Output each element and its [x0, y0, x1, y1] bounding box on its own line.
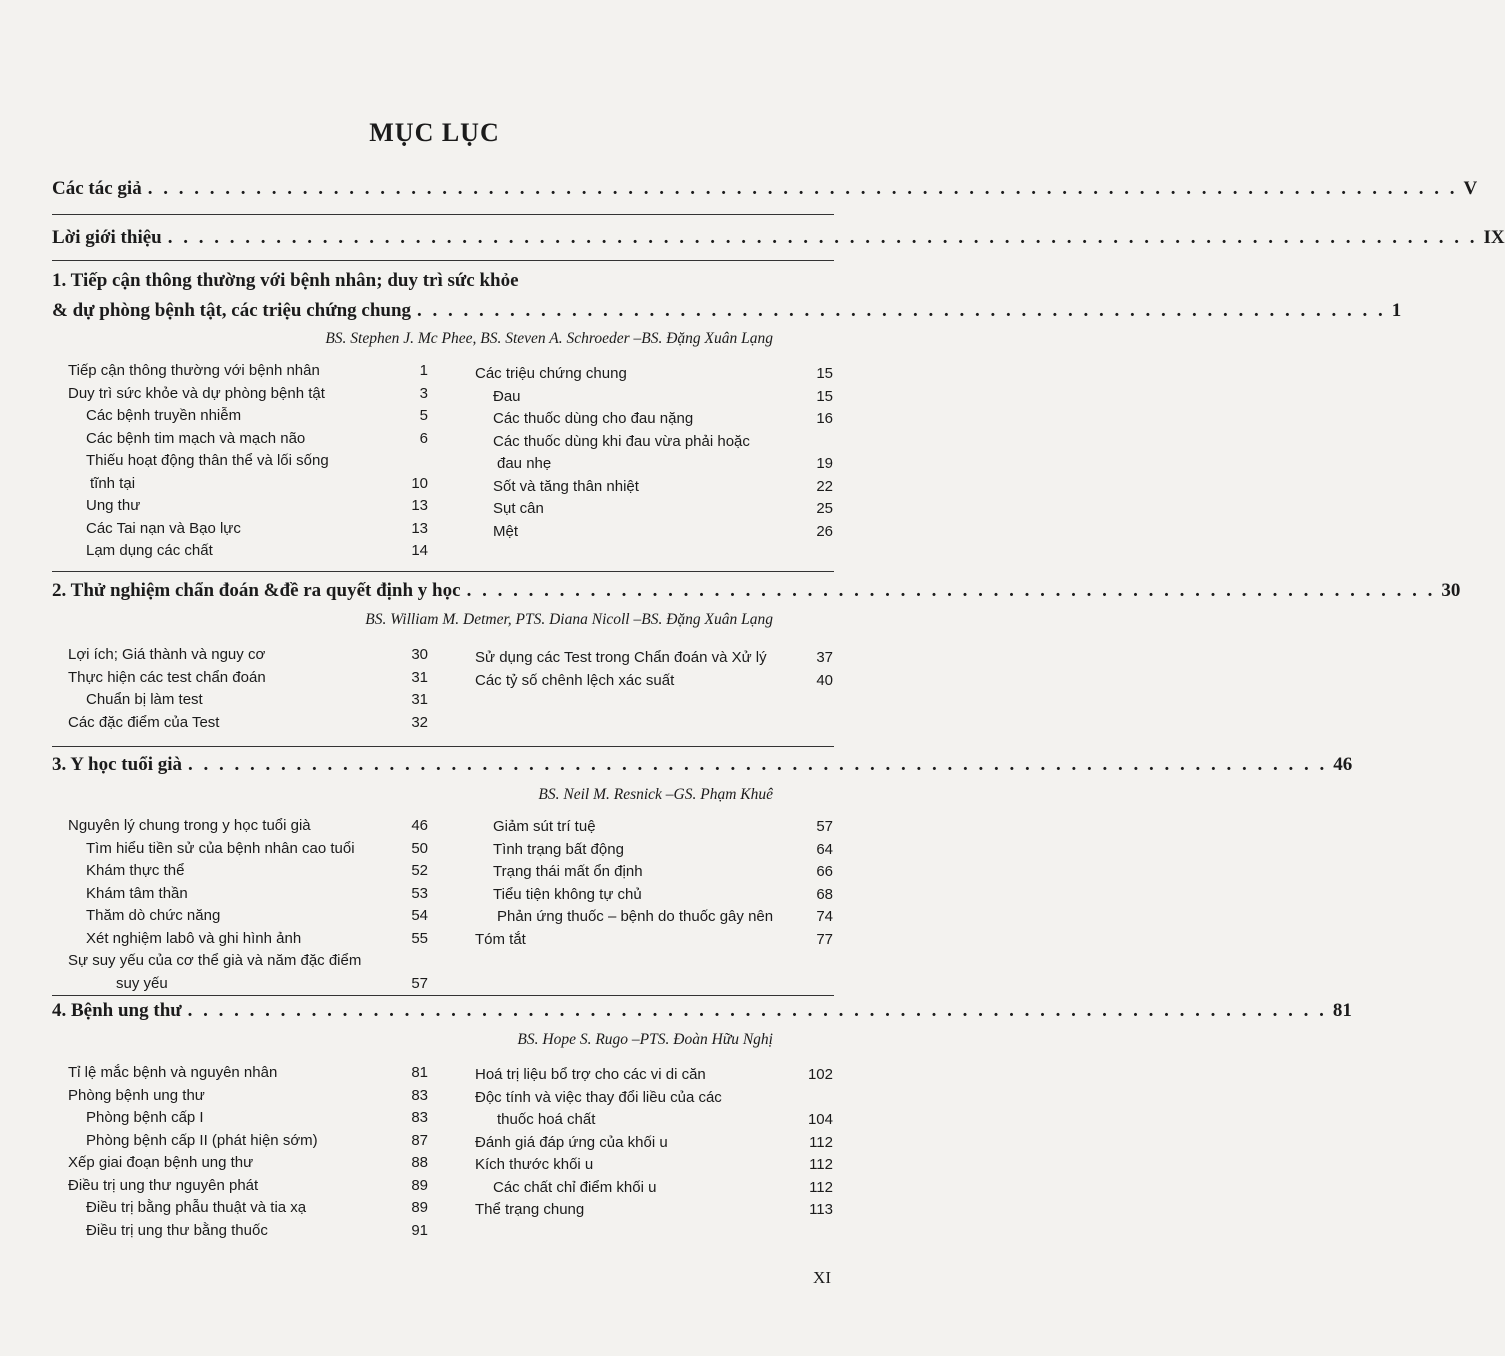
section-2-right-column	[475, 647, 833, 692]
toc-item	[68, 1152, 428, 1175]
toc-item-page: 26	[816, 522, 833, 540]
toc-item	[68, 405, 428, 428]
toc-item-page: 1	[419, 362, 428, 379]
toc-item-label: Ung thư	[86, 497, 141, 514]
toc-item-page: 3	[419, 384, 428, 402]
toc-item-label: Các đặc điểm của Test	[68, 713, 220, 731]
toc-item-page: 112	[809, 1156, 833, 1173]
toc-item	[68, 1062, 428, 1085]
section-4-left-column	[68, 1062, 428, 1242]
entry-page: IX	[1483, 227, 1505, 248]
toc-item-label: Kích thước khối u	[475, 1156, 594, 1173]
toc-item-label: Tiếp cận thông thường với bệnh nhân	[68, 362, 320, 379]
toc-item-label: Khám thực thể	[86, 862, 185, 879]
toc-item-page: 31	[411, 691, 428, 708]
toc-item-label: Các bệnh tim mạch và mạch não	[86, 429, 306, 447]
toc-item-label: Tóm tắt	[475, 930, 526, 948]
toc-item	[68, 689, 428, 712]
toc-item-page: 55	[411, 929, 428, 947]
toc-item-label: tĩnh tại	[90, 474, 136, 492]
divider	[52, 214, 834, 215]
toc-entry-introduction	[52, 227, 1505, 257]
toc-item-label: Mệt	[493, 522, 519, 540]
toc-item-label: Sự suy yếu của cơ thể già và năm đặc điểm	[68, 952, 362, 969]
toc-item-label: Độc tính và việc thay đổi liều của các	[475, 1088, 722, 1106]
section-1-left-column	[68, 360, 428, 563]
section-1-heading	[52, 300, 1402, 330]
toc-item-page: 91	[411, 1221, 428, 1239]
toc-item	[68, 360, 428, 383]
toc-item-page: 22	[816, 477, 833, 495]
toc-item-page: 19	[816, 455, 833, 472]
toc-item-label: Giảm sút trí tuệ	[493, 818, 596, 835]
toc-item-label: Xếp giai đoạn bệnh ung thư	[68, 1154, 254, 1171]
toc-item-page: 112	[809, 1133, 833, 1151]
section-1-authors: BS. Stephen J. Mc Phee, BS. Steven A. Schroeder –BS. Đặng Xuân Lạng	[325, 330, 773, 347]
toc-item	[68, 1197, 428, 1220]
section-3-right-column	[475, 816, 833, 951]
toc-item	[68, 815, 428, 838]
toc-item	[68, 838, 428, 861]
toc-item-label: Các Tai nạn và Bạo lực	[86, 519, 241, 537]
section-3-heading	[52, 754, 1353, 784]
toc-item	[68, 1175, 428, 1198]
toc-item-page: 13	[411, 497, 428, 514]
section-2-title: 2. Thử nghiệm chẩn đoán &đề ra quyết định y học	[52, 580, 461, 601]
toc-item-label: Xét nghiệm labô và ghi hình ảnh	[86, 929, 302, 947]
toc-item	[68, 428, 428, 451]
toc-item	[475, 363, 833, 386]
toc-item	[475, 1177, 833, 1200]
toc-item-label: Thăm dò chức năng	[86, 907, 221, 924]
section-4-right-column	[475, 1064, 833, 1222]
section-2-authors: BS. William M. Detmer, PTS. Diana Nicoll –BS. Đặng Xuân Lạng	[365, 611, 773, 628]
section-1-title: 1. Tiếp cận thông thường với bệnh nhân; duy trì sức khỏe	[52, 270, 519, 291]
toc-item	[68, 667, 428, 690]
toc-item-label: đau nhẹ	[497, 455, 552, 472]
page-number: XI	[813, 1268, 831, 1287]
toc-item	[68, 928, 428, 951]
toc-item-label: Sụt cân	[493, 500, 544, 517]
toc-item	[68, 905, 428, 928]
toc-item-label: Tiểu tiện không tự chủ	[493, 885, 642, 903]
toc-item-label: Lợi ích; Giá thành và nguy cơ	[68, 646, 266, 663]
toc-item-page: 15	[816, 365, 833, 382]
section-page: 30	[1441, 580, 1461, 601]
toc-item	[475, 1154, 833, 1177]
toc-item-page: 81	[411, 1064, 428, 1081]
toc-item-label: Tìm hiểu tiền sử của bệnh nhân cao tuổi	[86, 839, 355, 857]
toc-item-page: 52	[411, 862, 428, 879]
toc-item	[475, 476, 833, 499]
toc-item-page: 83	[411, 1086, 428, 1104]
toc-item-label: Đau	[493, 387, 521, 405]
toc-item-page: 13	[411, 519, 428, 537]
toc-item	[475, 906, 833, 929]
toc-item-page: 10	[411, 474, 428, 492]
toc-item-page: 31	[411, 668, 428, 686]
toc-item-label: Phòng bệnh cấp I	[86, 1109, 204, 1126]
toc-item-page: 89	[411, 1176, 428, 1194]
toc-item-page: 68	[816, 885, 833, 903]
toc-item-label: Lạm dụng các chất	[86, 542, 213, 559]
toc-item	[475, 1109, 833, 1132]
toc-item-page: 30	[411, 646, 428, 663]
toc-item-page: 37	[816, 649, 833, 666]
toc-item-label: Sốt và tăng thân nhiệt	[493, 477, 639, 495]
toc-item	[475, 861, 833, 884]
toc-item	[68, 712, 428, 735]
page-title: MỤC LỤC	[369, 118, 500, 147]
toc-item	[68, 883, 428, 906]
toc-item-label: Nguyên lý chung trong y học tuổi già	[68, 817, 311, 834]
toc-item-label: Sử dụng các Test trong Chẩn đoán và Xử lý	[475, 649, 767, 666]
toc-item-page: 53	[411, 884, 428, 902]
toc-item	[68, 860, 428, 883]
toc-item	[475, 521, 833, 544]
toc-item	[475, 1199, 833, 1222]
toc-item-page: 54	[411, 907, 428, 924]
toc-item-page: 104	[807, 1111, 833, 1128]
leader-dots: . . . . . . . . . . . . . . . . . . . . . . . . . . . . . . . . . . . . . . . . . . . . . . . . . . . . . . . . . . . . . . .	[417, 300, 1386, 321]
divider	[52, 571, 834, 572]
toc-item-page: 5	[419, 407, 428, 424]
toc-item-page: 40	[816, 671, 833, 689]
leader-dots: . . . . . . . . . . . . . . . . . . . . . . . . . . . . . . . . . . . . . . . . . . . . . . . . . . . . . . . . . . . . . . . . . . . . . . . . . .	[187, 1000, 1327, 1021]
entry-page: V	[1463, 178, 1478, 199]
section-3-left-column	[68, 815, 428, 995]
toc-item	[475, 498, 833, 521]
toc-item-label: thuốc hoá chất	[497, 1111, 596, 1128]
toc-item	[475, 453, 833, 476]
divider	[52, 995, 834, 996]
toc-item-page: 102	[807, 1066, 833, 1083]
toc-item	[68, 495, 428, 518]
toc-item	[475, 431, 833, 454]
toc-item	[475, 386, 833, 409]
toc-item-label: Các chất chỉ điểm khối u	[493, 1178, 657, 1196]
section-1-right-column	[475, 363, 833, 543]
toc-item-page: 15	[816, 387, 833, 405]
toc-item	[68, 1220, 428, 1243]
toc-item	[475, 884, 833, 907]
toc-item-label: Điều trị ung thư bằng thuốc	[86, 1221, 268, 1239]
section-2-heading	[52, 580, 1461, 610]
toc-item-label: Các thuốc dùng cho đau nặng	[493, 410, 694, 427]
toc-item-page: 89	[411, 1199, 428, 1216]
toc-item	[68, 518, 428, 541]
toc-item	[68, 950, 428, 973]
toc-item-page: 6	[419, 429, 428, 447]
toc-item-label: Phản ứng thuốc – bệnh do thuốc gây nên	[497, 908, 774, 925]
toc-item-page: 57	[411, 974, 428, 992]
entry-label: Các tác giả	[52, 178, 142, 199]
section-1-title-cont: & dự phòng bệnh tật, các triệu chứng chung	[52, 300, 412, 321]
toc-item-label: Khám tâm thần	[86, 884, 188, 902]
toc-item-page: 66	[816, 863, 833, 880]
toc-item	[475, 929, 833, 952]
section-4-authors: BS. Hope S. Rugo –PTS. Đoàn Hữu Nghị	[517, 1031, 773, 1048]
toc-item	[475, 408, 833, 431]
toc-item-label: Tình trạng bất động	[493, 840, 624, 858]
toc-item-label: Các tỷ số chênh lệch xác suất	[475, 671, 675, 689]
toc-item-label: Tỉ lệ mắc bệnh và nguyên nhân	[68, 1064, 278, 1081]
section-page: 1	[1391, 300, 1402, 321]
divider	[52, 260, 834, 261]
toc-entry-authors	[52, 178, 1478, 208]
section-4-heading	[52, 1000, 1352, 1030]
leader-dots: . . . . . . . . . . . . . . . . . . . . . . . . . . . . . . . . . . . . . . . . . . . . . . . . . . . . . . . . . . . . . . . . . . . . . . . . . .	[188, 754, 1328, 775]
section-3-title: 3. Y học tuổi già	[52, 754, 183, 775]
toc-item	[475, 1087, 833, 1110]
toc-item-label: Các triệu chứng chung	[475, 365, 627, 382]
toc-item-page: 32	[411, 713, 428, 731]
toc-item-label: Điều trị ung thư nguyên phát	[68, 1176, 259, 1194]
toc-item-label: Đánh giá đáp ứng của khối u	[475, 1133, 668, 1151]
toc-item	[475, 1132, 833, 1155]
toc-item	[68, 1085, 428, 1108]
toc-item	[475, 1064, 833, 1087]
toc-item-page: 112	[809, 1178, 833, 1196]
toc-item-page: 74	[816, 908, 833, 925]
toc-item-label: Phòng bệnh cấp II (phát hiện sớm)	[86, 1131, 318, 1149]
toc-item-page: 16	[816, 410, 833, 427]
toc-item	[68, 644, 428, 667]
toc-item-page: 83	[411, 1109, 428, 1126]
toc-item	[475, 647, 833, 670]
toc-item-page: 50	[411, 839, 428, 857]
entry-label: Lời giới thiệu	[52, 227, 162, 248]
section-page: 81	[1332, 1000, 1352, 1021]
section-3-authors: BS. Neil M. Resnick –GS. Phạm Khuê	[538, 786, 773, 803]
toc-item	[68, 540, 428, 563]
divider	[52, 746, 834, 747]
toc-item-page: 88	[411, 1154, 428, 1171]
toc-item-label: suy yếu	[116, 974, 168, 992]
toc-item	[475, 670, 833, 693]
toc-item-page: 57	[816, 818, 833, 835]
toc-item-page: 87	[411, 1131, 428, 1149]
toc-item-label: Các thuốc dùng khi đau vừa phải hoặc	[493, 432, 750, 450]
toc-item-page: 46	[411, 817, 428, 834]
toc-item	[68, 473, 428, 496]
toc-item-label: Thể trạng chung	[475, 1201, 585, 1218]
toc-item	[68, 1107, 428, 1130]
toc-item-page: 77	[816, 930, 833, 948]
leader-dots: . . . . . . . . . . . . . . . . . . . . . . . . . . . . . . . . . . . . . . . . . . . . . . . . . . . . . . . . . . . . . . .	[466, 580, 1436, 601]
toc-item-label: Hoá trị liệu bổ trợ cho các vi di căn	[475, 1066, 706, 1083]
toc-item	[68, 383, 428, 406]
toc-item	[475, 816, 833, 839]
section-4-title: 4. Bệnh ung thư	[52, 1000, 182, 1021]
section-page: 46	[1333, 754, 1353, 775]
toc-item-page: 14	[411, 542, 428, 559]
toc-item-page: 25	[816, 500, 833, 517]
toc-item	[68, 973, 428, 996]
toc-item-page: 113	[809, 1201, 833, 1218]
toc-item-label: Điều trị bằng phẫu thuật và tia xạ	[86, 1199, 307, 1216]
toc-item-label: Thiếu hoạt động thân thể và lối sống	[86, 452, 329, 469]
section-2-left-column	[68, 644, 428, 734]
toc-item-label: Thực hiện các test chẩn đoán	[68, 668, 266, 686]
toc-item-label: Các bệnh truyền nhiễm	[86, 407, 242, 424]
toc-item-label: Chuẩn bị làm test	[86, 691, 203, 708]
toc-item	[68, 450, 428, 473]
toc-item-label: Phòng bệnh ung thư	[68, 1086, 205, 1104]
toc-item	[475, 839, 833, 862]
leader-dots: . . . . . . . . . . . . . . . . . . . . . . . . . . . . . . . . . . . . . . . . . . . . . . . . . . . . . . . . . . . . . . . . . . . . . . . . . . . . . . . . . . . . .	[147, 178, 1458, 199]
toc-item-page: 64	[816, 840, 833, 858]
leader-dots: . . . . . . . . . . . . . . . . . . . . . . . . . . . . . . . . . . . . . . . . . . . . . . . . . . . . . . . . . . . . . . . . . . . . . . . . . . . . . . . . . . . . .	[167, 227, 1478, 248]
toc-item	[68, 1130, 428, 1153]
toc-item-label: Duy trì sức khỏe và dự phòng bệnh tật	[68, 384, 325, 402]
toc-item-label: Trạng thái mất ổn định	[493, 863, 643, 880]
